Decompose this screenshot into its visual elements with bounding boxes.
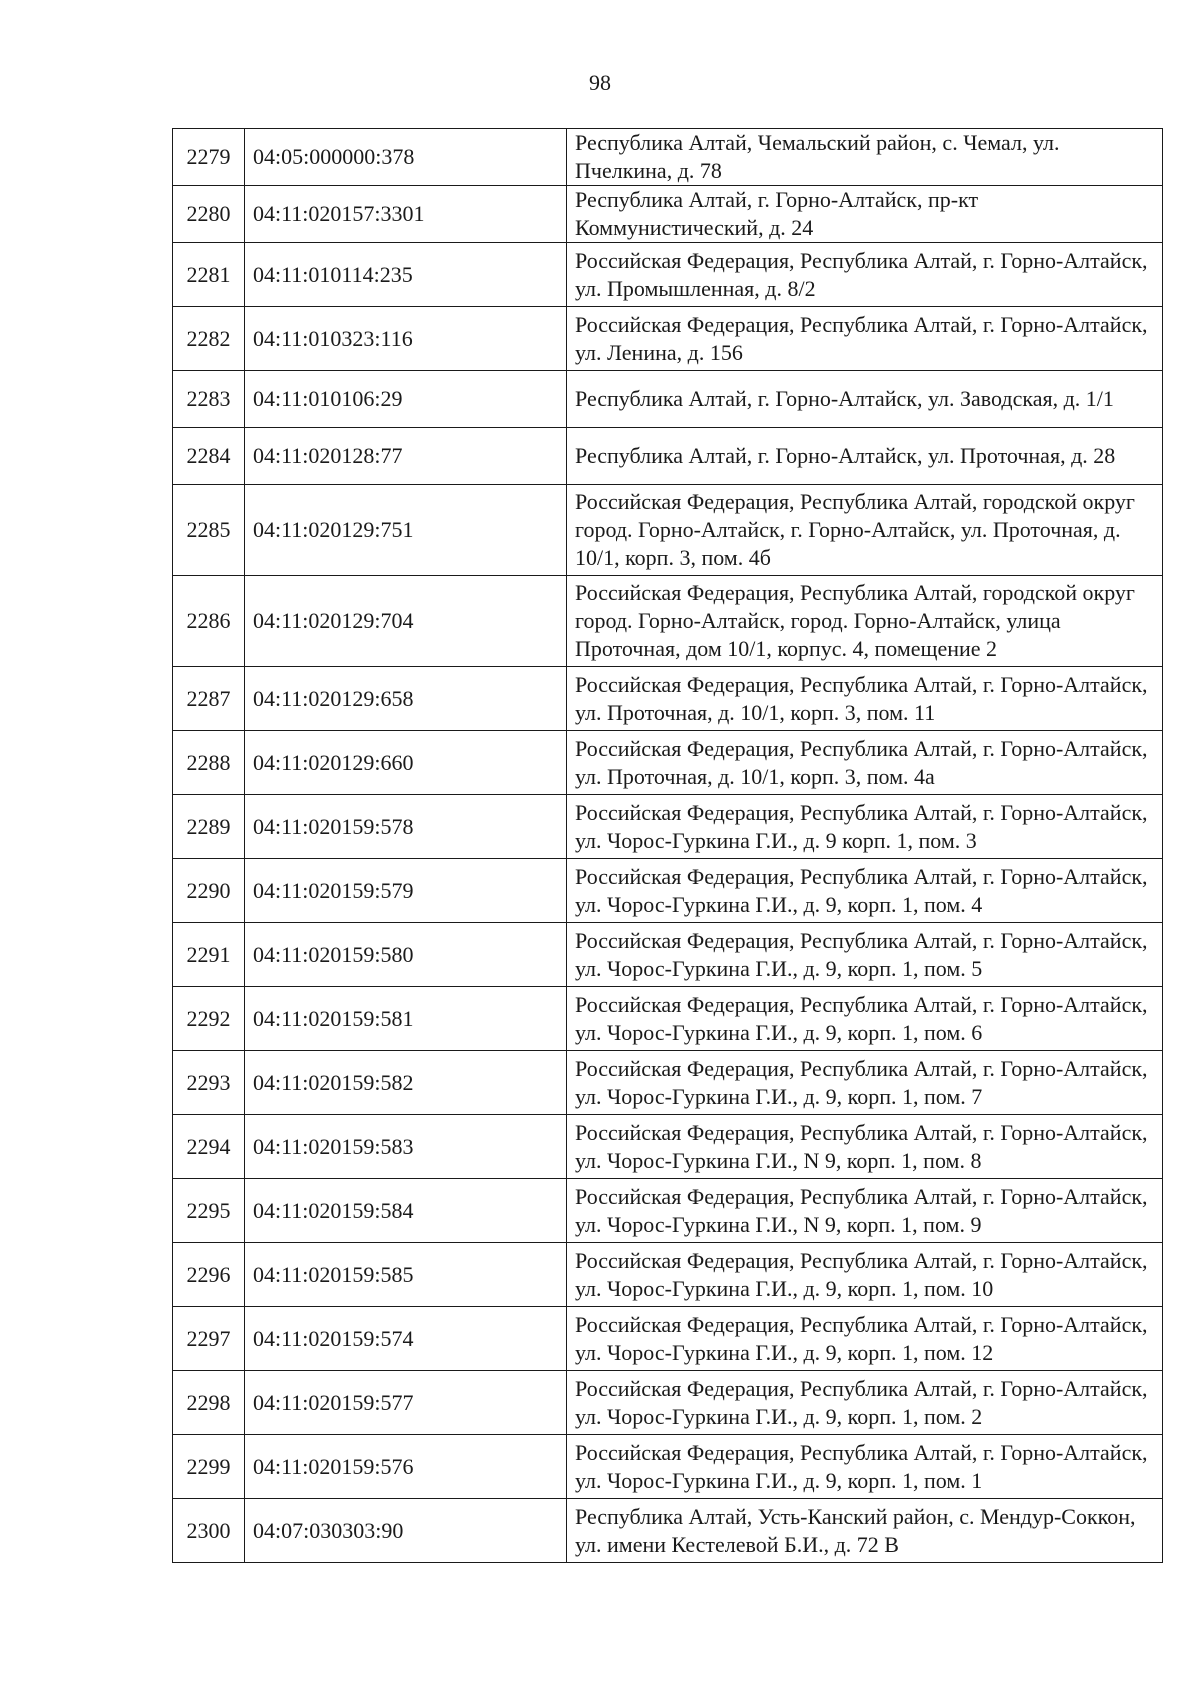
address-cell: Российская Федерация, Республика Алтай, г. Горно-Алтайск, ул. Чорос-Гуркина Г.И., д. 9, корп. 1, пом. 7	[567, 1051, 1163, 1115]
table-row	[173, 795, 1163, 859]
table-row	[173, 371, 1163, 428]
table-row	[173, 485, 1163, 576]
address-cell: Российская Федерация, Республика Алтай, г. Горно-Алтайск, ул. Чорос-Гуркина Г.И., д. 9, корп. 1, пом. 6	[567, 987, 1163, 1051]
row-number-cell: 2280	[173, 186, 245, 243]
address-cell: Российская Федерация, Республика Алтай, г. Горно-Алтайск, ул. Чорос-Гуркина Г.И., N 9, корп. 1, пом. 8	[567, 1115, 1163, 1179]
row-number-cell: 2287	[173, 667, 245, 731]
address-cell: Российская Федерация, Республика Алтай, г. Горно-Алтайск, ул. Чорос-Гуркина Г.И., д. 9, корп. 1, пом. 12	[567, 1307, 1163, 1371]
table-row	[173, 1243, 1163, 1307]
table-row	[173, 859, 1163, 923]
row-number-cell: 2279	[173, 129, 245, 186]
address-cell: Республика Алтай, г. Горно-Алтайск, пр-кт Коммунистический, д. 24	[567, 186, 1163, 243]
cadastral-number-cell: 04:11:020159:583	[245, 1115, 567, 1179]
cadastral-number-cell: 04:07:030303:90	[245, 1499, 567, 1563]
cadastral-number-cell: 04:11:020128:77	[245, 428, 567, 485]
table-row	[173, 186, 1163, 243]
row-number-cell: 2288	[173, 731, 245, 795]
row-number-cell: 2295	[173, 1179, 245, 1243]
cadastral-number-cell: 04:11:020159:579	[245, 859, 567, 923]
table-row	[173, 1051, 1163, 1115]
table-row	[173, 1115, 1163, 1179]
table-row	[173, 1499, 1163, 1563]
address-cell: Российская Федерация, Республика Алтай, г. Горно-Алтайск, ул. Чорос-Гуркина Г.И., N 9, корп. 1, пом. 9	[567, 1179, 1163, 1243]
address-cell: Российская Федерация, Республика Алтай, г. Горно-Алтайск, ул. Чорос-Гуркина Г.И., д. 9, корп. 1, пом. 1	[567, 1435, 1163, 1499]
cadastral-number-cell: 04:11:020159:582	[245, 1051, 567, 1115]
cadastral-number-cell: 04:05:000000:378	[245, 129, 567, 186]
row-number-cell: 2286	[173, 576, 245, 667]
table-row	[173, 1435, 1163, 1499]
row-number-cell: 2281	[173, 243, 245, 307]
address-cell: Российская Федерация, Республика Алтай, г. Горно-Алтайск, ул. Проточная, д. 10/1, корп. 3, пом. 11	[567, 667, 1163, 731]
row-number-cell: 2290	[173, 859, 245, 923]
table-row	[173, 307, 1163, 371]
address-cell: Российская Федерация, Республика Алтай, г. Горно-Алтайск, ул. Проточная, д. 10/1, корп. 3, пом. 4а	[567, 731, 1163, 795]
address-cell: Российская Федерация, Республика Алтай, г. Горно-Алтайск, ул. Чорос-Гуркина Г.И., д. 9, корп. 1, пом. 5	[567, 923, 1163, 987]
table-row	[173, 129, 1163, 186]
row-number-cell: 2285	[173, 485, 245, 576]
table-row	[173, 243, 1163, 307]
row-number-cell: 2294	[173, 1115, 245, 1179]
row-number-cell: 2292	[173, 987, 245, 1051]
row-number-cell: 2282	[173, 307, 245, 371]
table-row	[173, 987, 1163, 1051]
table-row	[173, 1307, 1163, 1371]
row-number-cell: 2291	[173, 923, 245, 987]
address-cell: Российская Федерация, Республика Алтай, г. Горно-Алтайск, ул. Чорос-Гуркина Г.И., д. 9 корп. 1, пом. 3	[567, 795, 1163, 859]
table-row	[173, 1371, 1163, 1435]
address-cell: Российская Федерация, Республика Алтай, г. Горно-Алтайск, ул. Промышленная, д. 8/2	[567, 243, 1163, 307]
cadastral-number-cell: 04:11:010114:235	[245, 243, 567, 307]
cadastral-number-cell: 04:11:010323:116	[245, 307, 567, 371]
property-table	[172, 128, 1163, 1563]
row-number-cell: 2293	[173, 1051, 245, 1115]
row-number-cell: 2284	[173, 428, 245, 485]
cadastral-number-cell: 04:11:020129:751	[245, 485, 567, 576]
cadastral-number-cell: 04:11:020159:577	[245, 1371, 567, 1435]
cadastral-number-cell: 04:11:020157:3301	[245, 186, 567, 243]
address-cell: Российская Федерация, Республика Алтай, городской округ город. Горно-Алтайск, город. Горно-Алтайск, улица Проточная, дом 10/1, корпус. 4, помещение 2	[567, 576, 1163, 667]
property-table-body	[173, 129, 1163, 1563]
table-row	[173, 428, 1163, 485]
address-cell: Российская Федерация, Республика Алтай, г. Горно-Алтайск, ул. Чорос-Гуркина Г.И., д. 9, корп. 1, пом. 4	[567, 859, 1163, 923]
address-cell: Республика Алтай, г. Горно-Алтайск, ул. Проточная, д. 28	[567, 428, 1163, 485]
row-number-cell: 2296	[173, 1243, 245, 1307]
row-number-cell: 2297	[173, 1307, 245, 1371]
table-row	[173, 667, 1163, 731]
address-cell: Республика Алтай, Усть-Канский район, с. Мендур-Соккон, ул. имени Кестелевой Б.И., д. 72 В	[567, 1499, 1163, 1563]
cadastral-number-cell: 04:11:020129:660	[245, 731, 567, 795]
address-cell: Российская Федерация, Республика Алтай, городской округ город. Горно-Алтайск, г. Горно-Алтайск, ул. Проточная, д. 10/1, корп. 3, пом. 4б	[567, 485, 1163, 576]
table-row	[173, 923, 1163, 987]
row-number-cell: 2298	[173, 1371, 245, 1435]
page-number: 98	[589, 70, 611, 95]
cadastral-number-cell: 04:11:020159:585	[245, 1243, 567, 1307]
row-number-cell: 2283	[173, 371, 245, 428]
cadastral-number-cell: 04:11:020159:574	[245, 1307, 567, 1371]
row-number-cell: 2289	[173, 795, 245, 859]
address-cell: Республика Алтай, Чемальский район, с. Чемал, ул. Пчелкина, д. 78	[567, 129, 1163, 186]
cadastral-number-cell: 04:11:020129:704	[245, 576, 567, 667]
cadastral-number-cell: 04:11:020129:658	[245, 667, 567, 731]
cadastral-number-cell: 04:11:020159:580	[245, 923, 567, 987]
address-cell: Российская Федерация, Республика Алтай, г. Горно-Алтайск, ул. Чорос-Гуркина Г.И., д. 9, корп. 1, пом. 2	[567, 1371, 1163, 1435]
row-number-cell: 2299	[173, 1435, 245, 1499]
cadastral-number-cell: 04:11:020159:578	[245, 795, 567, 859]
row-number-cell: 2300	[173, 1499, 245, 1563]
address-cell: Российская Федерация, Республика Алтай, г. Горно-Алтайск, ул. Чорос-Гуркина Г.И., д. 9, корп. 1, пом. 10	[567, 1243, 1163, 1307]
cadastral-number-cell: 04:11:010106:29	[245, 371, 567, 428]
cadastral-number-cell: 04:11:020159:576	[245, 1435, 567, 1499]
address-cell: Российская Федерация, Республика Алтай, г. Горно-Алтайск, ул. Ленина, д. 156	[567, 307, 1163, 371]
address-cell: Республика Алтай, г. Горно-Алтайск, ул. Заводская, д. 1/1	[567, 371, 1163, 428]
table-row	[173, 1179, 1163, 1243]
cadastral-number-cell: 04:11:020159:581	[245, 987, 567, 1051]
table-row	[173, 731, 1163, 795]
cadastral-number-cell: 04:11:020159:584	[245, 1179, 567, 1243]
table-row	[173, 576, 1163, 667]
